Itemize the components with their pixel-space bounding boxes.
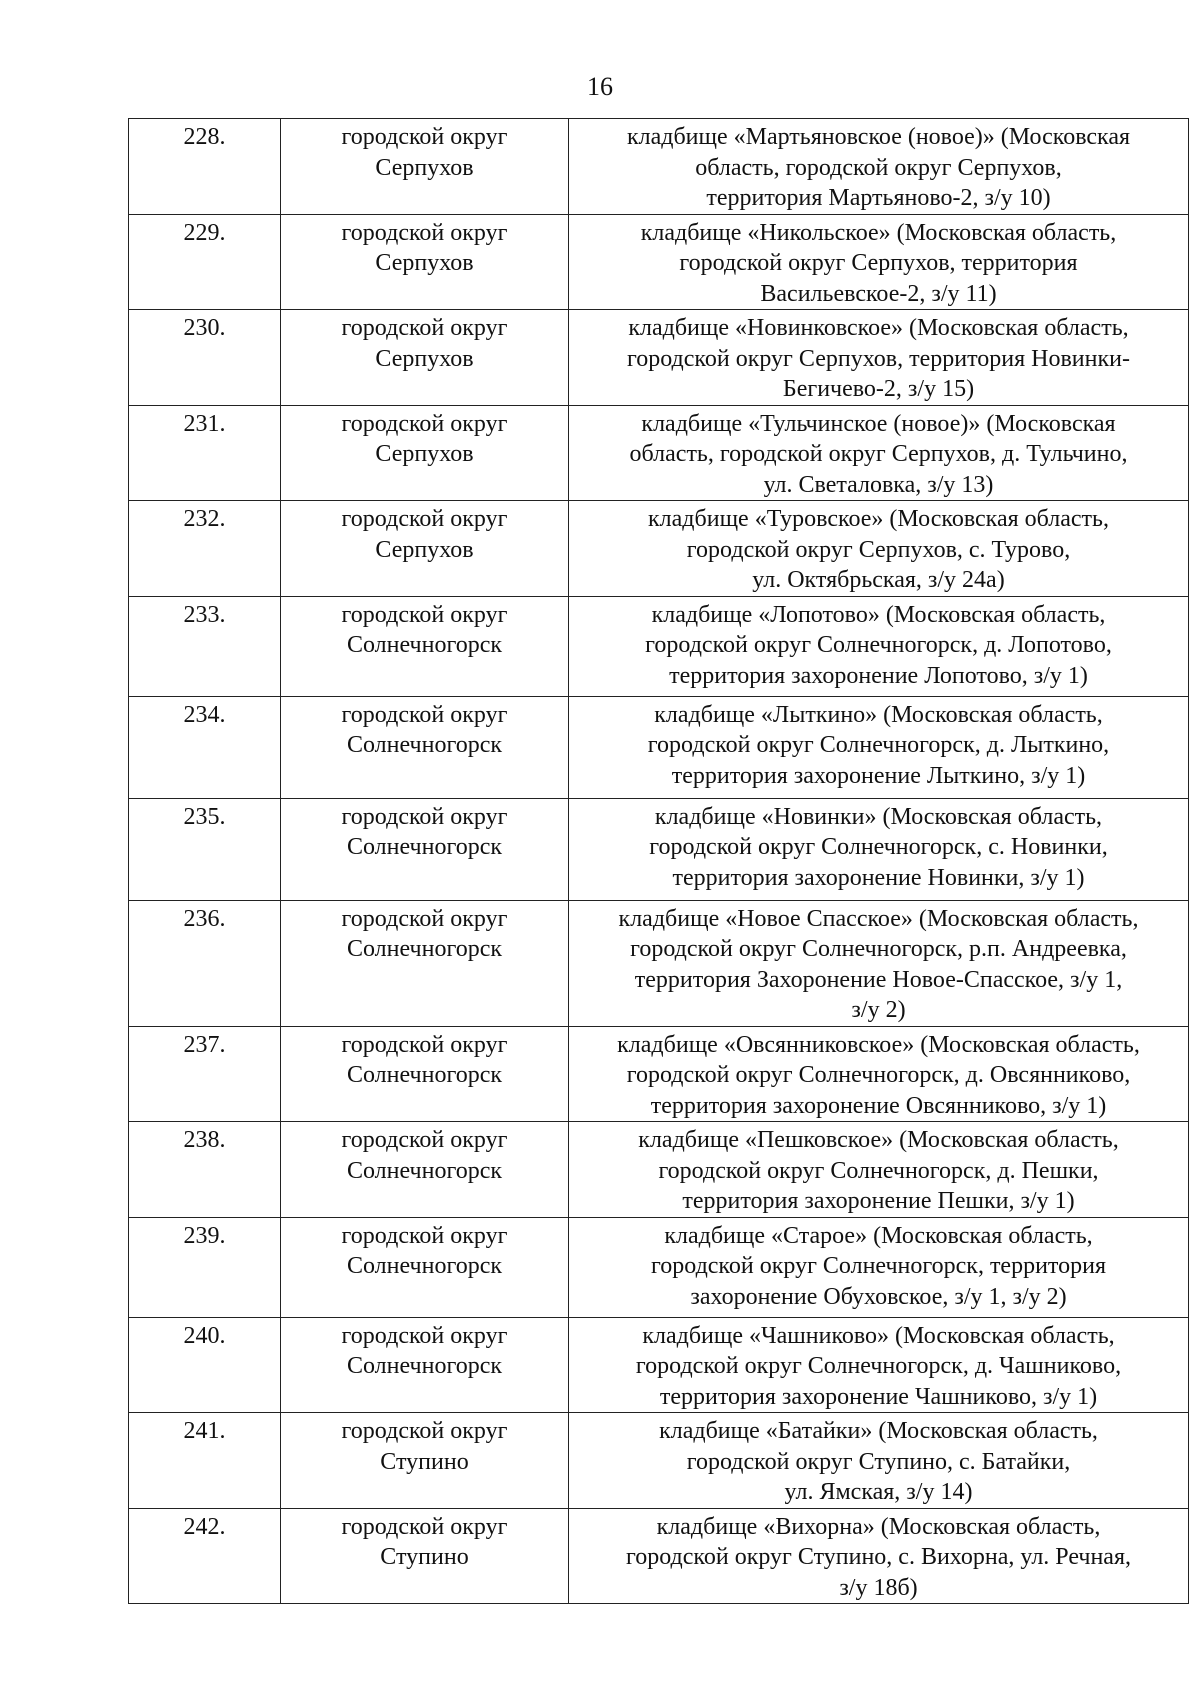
- row-number: 238.: [129, 1122, 281, 1218]
- description-line: городской округ Серпухов, территория Новинки-: [627, 345, 1130, 372]
- description-line: кладбище «Батайки» (Московская область,: [659, 1418, 1098, 1444]
- description-line: городской округ Солнечногорск, р.п. Андреевка,: [630, 936, 1127, 962]
- district-cell: [281, 214, 569, 310]
- table-row: [129, 1026, 1189, 1122]
- description-line: кладбище «Овсянниковское» (Московская область,: [617, 1031, 1140, 1058]
- cemetery-description-cell: [569, 1217, 1189, 1317]
- description-line: городской округ Солнечногорск, д. Пешки,: [658, 1157, 1099, 1184]
- table-row: [129, 1508, 1189, 1604]
- district-line: Солнечногорск: [346, 1157, 503, 1184]
- table-row: [129, 214, 1189, 310]
- cemetery-description-cell: [569, 1026, 1189, 1122]
- description-line: территория захоронение Лопотово, з/у 1): [669, 662, 1088, 689]
- district-cell: [281, 798, 569, 900]
- description-line: городской округ Солнечногорск, д. Чашниково,: [635, 1353, 1122, 1379]
- description-line: территория захоронение Овсянниково, з/у 1): [650, 1092, 1107, 1119]
- description-line: захоронение Обуховское, з/у 1, з/у 2): [690, 1283, 1067, 1310]
- district-cell: [281, 1317, 569, 1413]
- cemetery-description-cell: [569, 696, 1189, 798]
- district-line: Солнечногорск: [346, 936, 503, 962]
- cemetery-description-cell: [569, 596, 1189, 696]
- row-number: 232.: [129, 501, 281, 597]
- description-line: территория захоронение Пешки, з/у 1): [682, 1188, 1075, 1214]
- row-number: 235.: [129, 798, 281, 900]
- district-line: Серпухов: [375, 441, 474, 467]
- description-line: кладбище «Туровское» (Московская область,: [648, 506, 1109, 532]
- district-line: городской округ: [341, 601, 508, 628]
- cemetery-description-cell: [569, 119, 1189, 215]
- description-line: кладбище «Лыткино» (Московская область,: [654, 701, 1103, 728]
- district-line: городской округ: [341, 1322, 508, 1349]
- row-number: 233.: [129, 596, 281, 696]
- district-line: городской округ: [341, 506, 508, 532]
- district-cell: [281, 1217, 569, 1317]
- description-line: Бегичево-2, з/у 15): [782, 376, 975, 402]
- row-number: 230.: [129, 310, 281, 406]
- district-line: Серпухов: [375, 154, 474, 181]
- table-row: [129, 310, 1189, 406]
- district-cell: [281, 1026, 569, 1122]
- row-number: 228.: [129, 119, 281, 215]
- cemetery-description-cell: [569, 1122, 1189, 1218]
- description-line: кладбище «Новое Спасское» (Московская область,: [618, 905, 1139, 932]
- cemetery-description-cell: [569, 214, 1189, 310]
- cemetery-description-cell: [569, 405, 1189, 501]
- district-line: городской округ: [341, 315, 508, 341]
- cemetery-registry-table: [128, 118, 1189, 1604]
- district-line: городской округ: [341, 905, 508, 932]
- cemetery-description-cell: [569, 501, 1189, 597]
- row-number: 239.: [129, 1217, 281, 1317]
- table-row: [129, 1122, 1189, 1218]
- row-number: 242.: [129, 1508, 281, 1604]
- district-line: городской округ: [341, 1222, 508, 1249]
- district-line: городской округ: [341, 124, 508, 150]
- description-line: кладбище «Тульчинское (новое)» (Московская: [641, 410, 1116, 437]
- description-line: Васильевское-2, з/у 11): [760, 280, 997, 307]
- row-number: 240.: [129, 1317, 281, 1413]
- district-line: Серпухов: [375, 536, 474, 563]
- description-line: кладбище «Мартьяновское (новое)» (Московская: [626, 124, 1131, 150]
- row-number: 229.: [129, 214, 281, 310]
- description-line: территория захоронение Новинки, з/у 1): [672, 864, 1085, 891]
- district-cell: [281, 1508, 569, 1604]
- district-cell: [281, 1413, 569, 1509]
- row-number: 231.: [129, 405, 281, 501]
- cemetery-description-cell: [569, 1413, 1189, 1509]
- district-line: Солнечногорск: [346, 632, 503, 658]
- district-line: Солнечногорск: [346, 834, 503, 860]
- description-line: городской округ Солнечногорск, д. Лыткино,: [647, 732, 1110, 758]
- district-cell: [281, 900, 569, 1026]
- cemetery-description-cell: [569, 310, 1189, 406]
- table-row: [129, 1317, 1189, 1413]
- district-line: Ступино: [380, 1448, 469, 1475]
- description-line: городской округ Солнечногорск, с. Новинки,: [649, 834, 1108, 860]
- row-number: 241.: [129, 1413, 281, 1509]
- cemetery-description-cell: [569, 1508, 1189, 1604]
- description-line: з/у 18б): [839, 1574, 918, 1601]
- description-line: область, городской округ Серпухов, д. Тульчино,: [629, 441, 1128, 467]
- district-cell: [281, 1122, 569, 1218]
- registry-body: [129, 119, 1189, 1604]
- district-line: городской округ: [341, 701, 508, 728]
- description-line: территория Мартьяново-2, з/у 10): [706, 185, 1051, 211]
- table-row: [129, 1217, 1189, 1317]
- description-line: кладбище «Новинковское» (Московская область,: [628, 315, 1129, 341]
- description-line: кладбище «Старое» (Московская область,: [664, 1222, 1093, 1249]
- district-line: Серпухов: [375, 345, 474, 372]
- district-line: городской округ: [341, 219, 508, 246]
- description-line: территория захоронение Лыткино, з/у 1): [671, 762, 1086, 789]
- description-line: з/у 2): [851, 997, 906, 1023]
- table-row: [129, 119, 1189, 215]
- table-row: [129, 596, 1189, 696]
- district-line: городской округ: [341, 1513, 508, 1540]
- district-line: городской округ: [341, 1418, 508, 1444]
- district-line: Солнечногорск: [346, 1253, 503, 1279]
- description-line: городской округ Солнечногорск, д. Овсянниково,: [626, 1062, 1131, 1088]
- description-line: территория Захоронение Новое-Спасское, з/у 1,: [634, 966, 1123, 993]
- district-cell: [281, 310, 569, 406]
- cemetery-description-cell: [569, 900, 1189, 1026]
- description-line: кладбище «Лопотово» (Московская область,: [651, 601, 1106, 628]
- district-cell: [281, 405, 569, 501]
- table-row: [129, 900, 1189, 1026]
- description-line: кладбище «Никольское» (Московская область,: [640, 219, 1117, 246]
- description-line: территория захоронение Чашниково, з/у 1): [659, 1383, 1098, 1410]
- description-line: кладбище «Вихорна» (Московская область,: [656, 1513, 1101, 1540]
- description-line: городской округ Ступино, с. Вихорна, ул. Речная,: [626, 1544, 1131, 1570]
- description-line: ул. Октябрьская, з/у 24а): [752, 567, 1005, 593]
- district-line: Серпухов: [375, 250, 474, 276]
- row-number: 236.: [129, 900, 281, 1026]
- district-cell: [281, 501, 569, 597]
- district-line: Солнечногорск: [346, 1062, 503, 1088]
- description-line: городской округ Ступино, с. Батайки,: [686, 1448, 1071, 1475]
- description-line: городской округ Солнечногорск, территория: [651, 1253, 1106, 1279]
- description-line: городской округ Серпухов, территория: [679, 250, 1078, 276]
- table-row: [129, 798, 1189, 900]
- description-line: область, городской округ Серпухов,: [695, 154, 1062, 181]
- description-line: городской округ Серпухов, с. Турово,: [686, 536, 1071, 563]
- table-row: [129, 405, 1189, 501]
- district-line: городской округ: [341, 803, 508, 830]
- district-cell: [281, 696, 569, 798]
- description-line: ул. Ямская, з/у 14): [784, 1479, 973, 1505]
- description-line: кладбище «Новинки» (Московская область,: [654, 803, 1103, 830]
- district-line: городской округ: [341, 410, 508, 437]
- table-row: [129, 696, 1189, 798]
- page-number: 16: [587, 72, 613, 101]
- description-line: кладбище «Чашниково» (Московская область,: [642, 1322, 1115, 1349]
- description-line: городской округ Солнечногорск, д. Лопотово,: [645, 632, 1112, 658]
- district-line: Ступино: [380, 1544, 469, 1570]
- district-line: Солнечногорск: [346, 1353, 503, 1379]
- description-line: ул. Светаловка, з/у 13): [763, 471, 994, 498]
- district-cell: [281, 119, 569, 215]
- row-number: 237.: [129, 1026, 281, 1122]
- description-line: кладбище «Пешковское» (Московская область,: [638, 1127, 1119, 1153]
- district-line: городской округ: [341, 1031, 508, 1058]
- district-cell: [281, 596, 569, 696]
- table-row: [129, 1413, 1189, 1509]
- row-number: 234.: [129, 696, 281, 798]
- district-line: Солнечногорск: [346, 732, 503, 758]
- table-row: [129, 501, 1189, 597]
- cemetery-description-cell: [569, 1317, 1189, 1413]
- cemetery-description-cell: [569, 798, 1189, 900]
- district-line: городской округ: [341, 1127, 508, 1153]
